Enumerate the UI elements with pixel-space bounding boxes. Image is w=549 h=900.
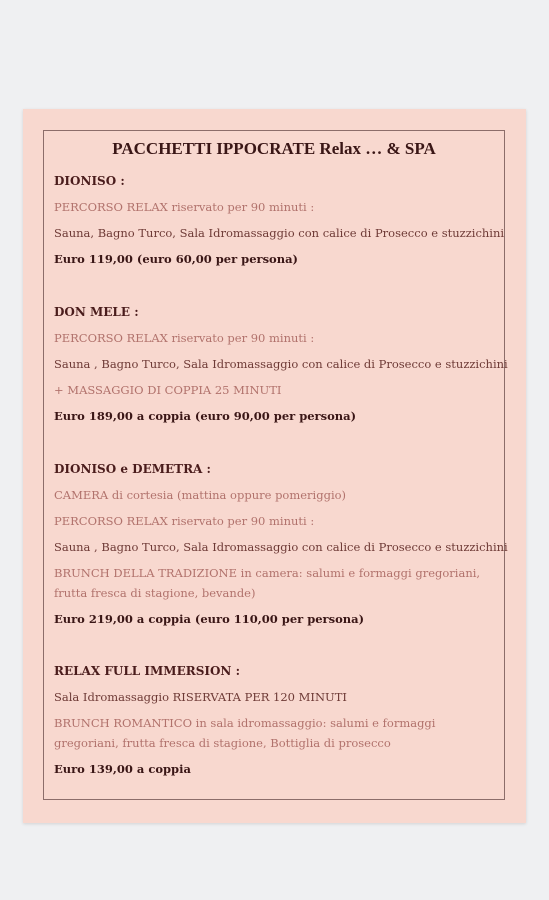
menu-frame xyxy=(43,130,508,800)
package-name-relax-full-immersion: RELAX FULL IMMERSION : xyxy=(54,664,240,678)
package-line: Sauna , Bagno Turco, Sala Idromassaggio con calice di Prosecco e stuzzichini xyxy=(54,540,508,554)
package-line: Sala Idromassaggio RISERVATA PER 120 MINUTI xyxy=(54,690,347,704)
package-line: BRUNCH DELLA TRADIZIONE in camera: salumi e formaggi gregoriani, frutta fresca di stagione, bevande) xyxy=(54,566,481,600)
package-name-dioniso: DIONISO : xyxy=(54,174,125,188)
package-line: BRUNCH ROMANTICO in sala idromassaggio: salumi e formaggi gregoriani, frutta fresca di stagione, Bottiglia di prosecco xyxy=(54,716,436,750)
package-line: + MASSAGGIO DI COPPIA 25 MINUTI xyxy=(54,383,282,397)
package-line: CAMERA di cortesia (mattina oppure pomeriggio) xyxy=(54,488,347,502)
package-line: PERCORSO RELAX riservato per 90 minuti : xyxy=(54,200,315,214)
package-price-dioniso-demetra: Euro 219,00 a coppia (euro 110,00 per persona) xyxy=(54,612,365,626)
package-name-don-mele: DON MELE : xyxy=(54,305,139,319)
package-line: Sauna , Bagno Turco, Sala Idromassaggio con calice di Prosecco e stuzzichini xyxy=(54,357,508,371)
page-title: PACCHETTI IPPOCRATE Relax … & SPA xyxy=(112,139,436,158)
package-price-relax-full-immersion: Euro 139,00 a coppia xyxy=(54,762,191,776)
package-line: PERCORSO RELAX riservato per 90 minuti : xyxy=(54,514,315,528)
package-name-dioniso-demetra: DIONISO e DEMETRA : xyxy=(54,462,211,476)
package-line: Sauna, Bagno Turco, Sala Idromassaggio con calice di Prosecco e stuzzichini xyxy=(54,226,505,240)
package-line: PERCORSO RELAX riservato per 90 minuti : xyxy=(54,331,315,345)
package-price-dioniso: Euro 119,00 (euro 60,00 per persona) xyxy=(54,252,298,266)
package-price-don-mele: Euro 189,00 a coppia (euro 90,00 per persona) xyxy=(54,409,357,423)
menu-sheet xyxy=(23,109,526,823)
